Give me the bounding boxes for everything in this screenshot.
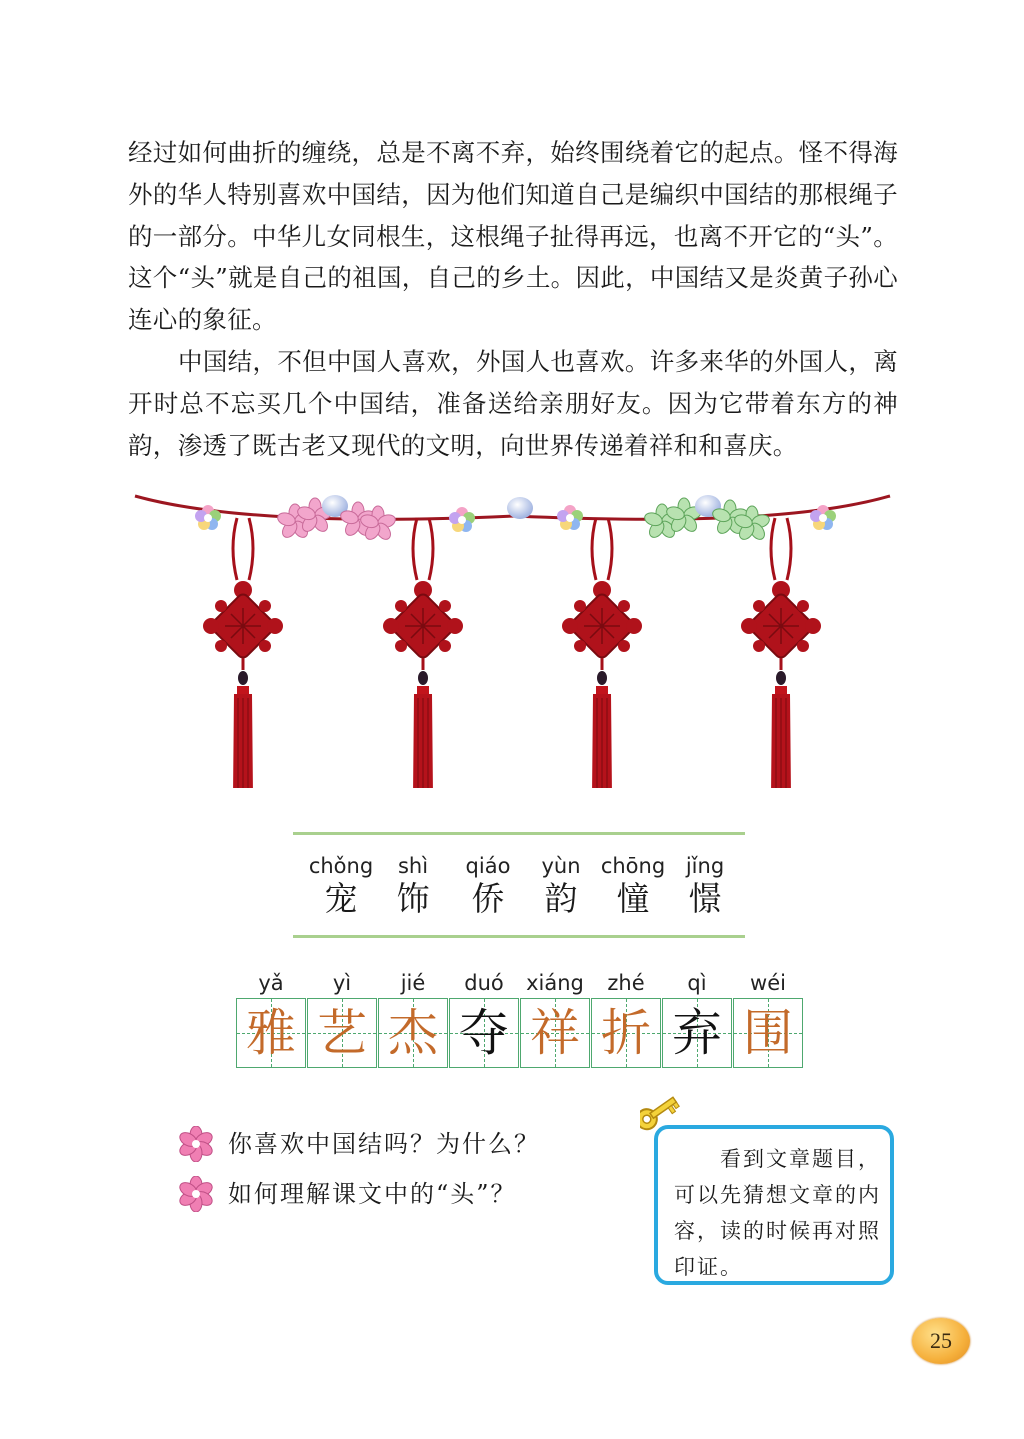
reading-tip-box — [654, 1125, 894, 1285]
key-icon — [640, 1096, 690, 1156]
character-hanzi: 夺 — [459, 1004, 509, 1062]
question-text: 你喜欢中国结吗？为什么？ — [228, 1130, 540, 1158]
character-cell — [591, 970, 661, 1070]
question-text: 如何理解课文中的“头”？ — [228, 1180, 517, 1208]
character-cell — [733, 970, 803, 1070]
word-hanzi: 侨 — [471, 879, 505, 918]
chinese-knots-illustration — [130, 488, 900, 788]
question-1 — [178, 1124, 598, 1164]
character-hanzi: 围 — [743, 1004, 793, 1062]
word-item — [301, 853, 381, 919]
word-pinyin: chōng — [600, 854, 666, 878]
character-cell — [307, 970, 377, 1070]
character-pinyin: wéi — [750, 971, 786, 995]
character-pinyin: qì — [687, 971, 707, 995]
character-pinyin: yì — [332, 971, 352, 995]
word-hanzi: 憬 — [688, 879, 722, 918]
paragraph-2: 中国结，不但中国人喜欢，外国人也喜欢。许多来华的外国人，离开时总不忘买几个中国结，准备送给亲朋好友。因为它带着东方的神韵，渗透了既古老又现代的文明，向世界传递着祥和和喜庆。 — [128, 347, 898, 460]
word-hanzi: 韵 — [544, 879, 578, 918]
character-cell — [378, 970, 448, 1070]
character-pinyin: xiáng — [526, 971, 584, 995]
tip-text: 看到文章题目，可以先猜想文章的内容，读的时候再对照印证。 — [674, 1147, 881, 1279]
word-pinyin: yùn — [541, 854, 581, 878]
character-hanzi: 艺 — [317, 1004, 367, 1062]
pink-flower-icon — [178, 1176, 214, 1212]
page-number: 25 — [912, 1318, 970, 1364]
word-pinyin: jǐng — [685, 854, 725, 878]
pink-flower-icon — [178, 1126, 214, 1162]
word-item — [593, 853, 673, 919]
character-pinyin: jié — [400, 971, 426, 995]
word-item — [373, 853, 453, 919]
character-hanzi: 折 — [601, 1004, 651, 1062]
question-2 — [178, 1174, 598, 1214]
character-hanzi: 雅 — [246, 1004, 296, 1062]
word-item — [521, 853, 601, 919]
character-pinyin: yǎ — [258, 971, 284, 995]
word-hanzi: 饰 — [396, 879, 430, 918]
character-cell — [236, 970, 306, 1070]
word-item — [665, 853, 745, 919]
character-hanzi: 杰 — [388, 1004, 438, 1062]
vocabulary-words-box — [293, 832, 745, 938]
character-grid — [236, 970, 802, 1070]
character-hanzi: 祥 — [530, 1004, 580, 1062]
character-cell — [662, 970, 732, 1070]
word-pinyin: qiáo — [465, 854, 511, 878]
character-hanzi: 弃 — [672, 1004, 722, 1062]
character-cell — [520, 970, 590, 1070]
word-hanzi: 宠 — [324, 879, 358, 918]
word-item — [448, 853, 528, 919]
word-pinyin: shì — [397, 854, 429, 878]
paragraph-1: 经过如何曲折的缠绕，总是不离不弃，始终围绕着它的起点。怪不得海外的华人特别喜欢中国结，因为他们知道自己是编织中国结的那根绳子的一部分。中华儿女同根生，这根绳子扯得再远，也离不开它的“头”。这个“头”就是自己的祖国，自己的乡土。因此，中国结又是炎黄子孙心连心的象征。 — [128, 138, 898, 335]
character-cell — [449, 970, 519, 1070]
word-hanzi: 憧 — [616, 879, 650, 918]
word-pinyin: chǒng — [308, 854, 374, 878]
character-pinyin: duó — [464, 971, 504, 995]
character-pinyin: zhé — [607, 971, 645, 995]
